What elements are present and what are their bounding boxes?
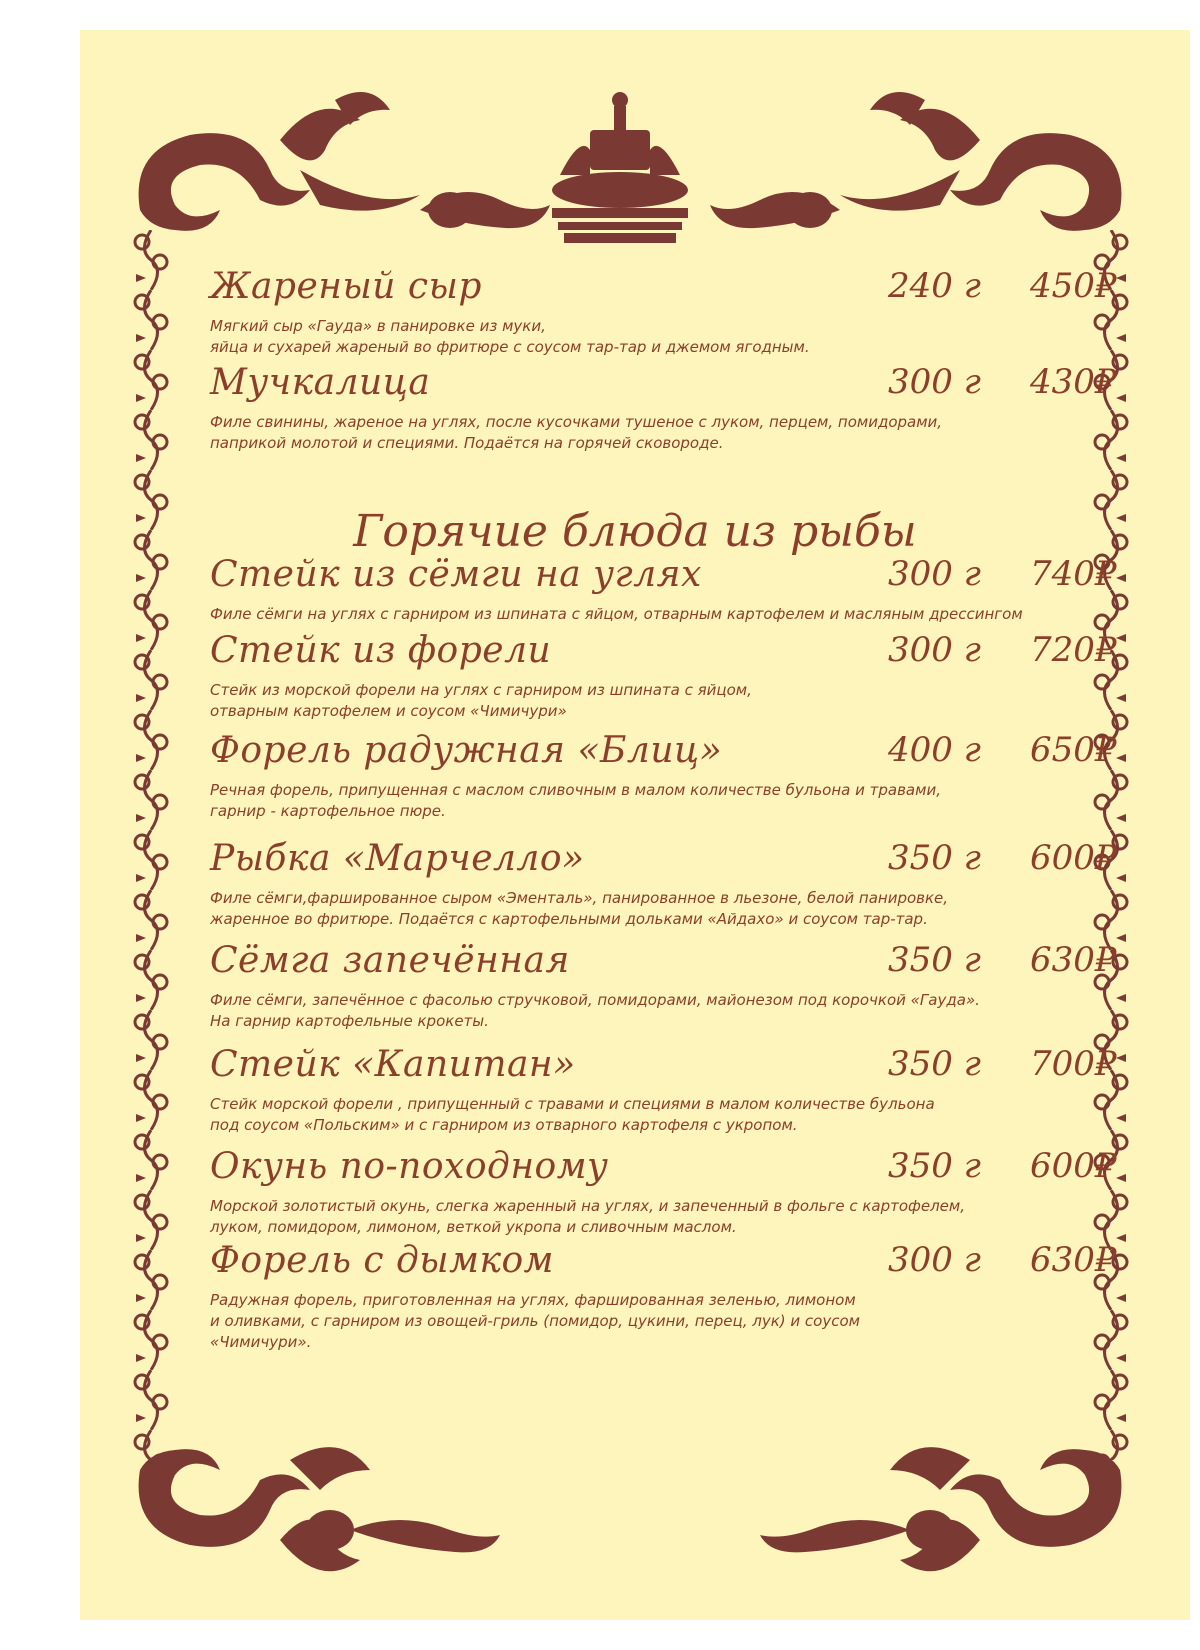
item-weight: 400 г bbox=[888, 730, 981, 770]
item-weight: 350 г bbox=[888, 940, 981, 980]
item-name: Стейк «Капитан» bbox=[210, 1044, 576, 1085]
section-title: Горячие блюда из рыбы bbox=[353, 506, 917, 557]
item-description: Филе сёмги,фаршированное сыром «Эменталь», панированное в льезоне, белой панировке, жаренное во фритюре. Подаётся с картофельными дольками «Айдахо» и соусом тар-тар. bbox=[210, 889, 949, 928]
item-price: 740₽ bbox=[1030, 554, 1117, 594]
item-description: Филе сёмги, запечённое с фасолью стручковой, помидорами, майонезом под корочкой «Гауда». На гарнир картофельные крокеты. bbox=[210, 991, 980, 1030]
item-price: 630₽ bbox=[1030, 1240, 1117, 1280]
item-price: 430₽ bbox=[1030, 362, 1117, 402]
menu-item bbox=[210, 838, 1117, 930]
item-price: 450₽ bbox=[1030, 266, 1117, 306]
item-description: Стейк из морской форели на углях с гарниром из шпината с яйцом, отварным картофелем и соусом «Чимичури» bbox=[210, 681, 752, 720]
item-weight: 350 г bbox=[888, 1146, 981, 1186]
item-name: Стейк из сёмги на углях bbox=[210, 554, 702, 595]
item-description: Морской золотистый окунь, слегка жаренный на углях, и запеченный в фольге с картофелем, луком, помидором, лимоном, веткой укропа и сливочным маслом. bbox=[210, 1197, 965, 1236]
menu-item bbox=[210, 630, 1117, 722]
item-name: Форель с дымком bbox=[210, 1240, 554, 1281]
menu-item bbox=[210, 730, 1117, 822]
item-weight: 350 г bbox=[888, 838, 981, 878]
item-description: Мягкий сыр «Гауда» в панировке из муки, яйца и сухарей жареный во фритюре с соусом тар-тар и джемом ягодным. bbox=[210, 317, 810, 356]
item-description: Радужная форель, приготовленная на углях, фаршированная зеленью, лимоном и оливками, с гарниром из овощей-гриль (помидор, цукини, перец, лук) и соусом «Чимичури». bbox=[210, 1291, 860, 1351]
menu-item bbox=[210, 554, 1117, 625]
item-weight: 350 г bbox=[888, 1044, 981, 1084]
item-name: Рыбка «Марчелло» bbox=[210, 838, 585, 879]
item-weight: 300 г bbox=[888, 630, 981, 670]
item-name: Стейк из форели bbox=[210, 630, 552, 671]
item-price: 600₽ bbox=[1030, 1146, 1117, 1186]
item-description: Филе свинины, жареное на углях, после кусочками тушеное с луком, перцем, помидорами, паприкой молотой и специями. Подаётся на горячей сковороде. bbox=[210, 413, 943, 452]
item-weight: 240 г bbox=[888, 266, 981, 306]
item-price: 600₽ bbox=[1030, 838, 1117, 878]
item-weight: 300 г bbox=[888, 362, 981, 402]
item-weight: 300 г bbox=[888, 554, 981, 594]
menu-content bbox=[80, 30, 1190, 1620]
menu-item bbox=[210, 362, 1117, 454]
menu-item bbox=[210, 1146, 1117, 1238]
item-name: Жареный сыр bbox=[210, 266, 482, 307]
item-name: Форель радужная «Блиц» bbox=[210, 730, 723, 771]
item-name: Окунь по-походному bbox=[210, 1146, 609, 1187]
item-description: Стейк морской форели , припущенный с травами и специями в малом количестве бульона под соусом «Польским» и с гарниром из отварного картофеля с укропом. bbox=[210, 1095, 935, 1134]
menu-item bbox=[210, 1044, 1117, 1136]
item-price: 650₽ bbox=[1030, 730, 1117, 770]
item-price: 630₽ bbox=[1030, 940, 1117, 980]
item-name: Мучкалица bbox=[210, 362, 431, 403]
item-description: Речная форель, припущенная с маслом сливочным в малом количестве бульона и травами, гарнир - картофельное пюре. bbox=[210, 781, 941, 820]
item-price: 700₽ bbox=[1030, 1044, 1117, 1084]
item-name: Сёмга запечённая bbox=[210, 940, 570, 981]
menu-item bbox=[210, 940, 1117, 1032]
menu-page bbox=[80, 30, 1190, 1620]
item-description: Филе сёмги на углях с гарниром из шпината с яйцом, отварным картофелем и масляным дрессингом bbox=[210, 605, 1023, 623]
item-price: 720₽ bbox=[1030, 630, 1117, 670]
menu-item bbox=[210, 266, 1117, 358]
item-weight: 300 г bbox=[888, 1240, 981, 1280]
menu-item bbox=[210, 1240, 1117, 1353]
